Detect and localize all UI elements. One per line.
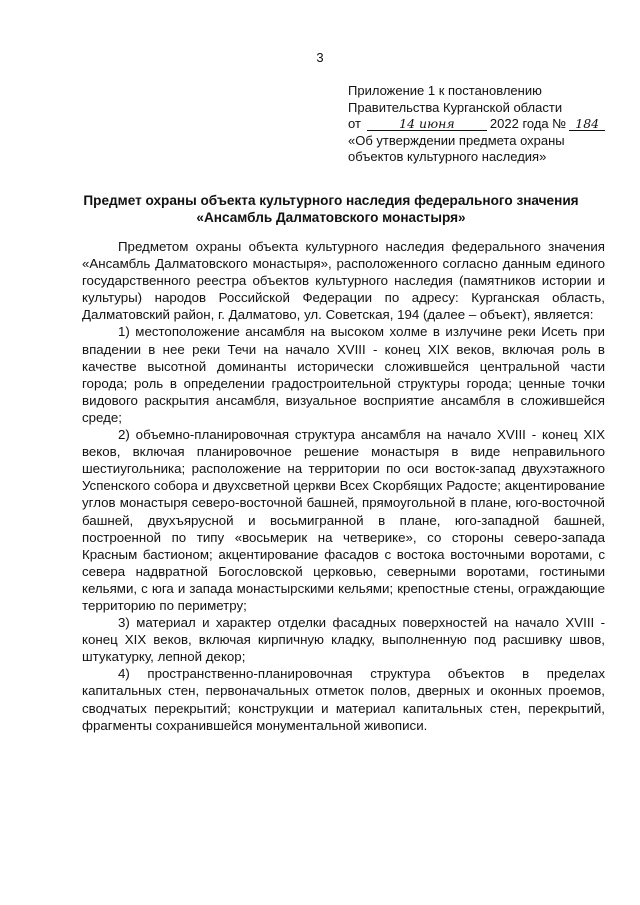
handwritten-date: 14 июня	[367, 117, 487, 131]
handwritten-number: 184	[569, 117, 605, 131]
appendix-year-text: 2022 года №	[489, 116, 567, 131]
appendix-line-2: Правительства Курганской области	[348, 99, 563, 115]
document-body	[82, 238, 605, 734]
appendix-line-1: Приложение 1 к постановлению	[348, 83, 542, 98]
paragraph-intro: Предметом охраны объекта культурного наследия федерального значения «Ансамбль Далматовского монастыря», расположенного согласно данным единого государственного реестра объектов культурного наследия (памятников истории и культуры) народов Российской Федерации по адресу: Курганская область, Далматовский район, г. Далматово, ул. Советская, 194 (далее – объект), является:	[82, 239, 605, 323]
paragraph-item-4: 4) пространственно-планировочная структура объектов в пределах капитальных стен, первоначальных отметок полов, дверных и оконных проемов, сводчатых перекрытий; конструкции и материал капитальных стен, перекрытий, фрагменты сохранившейся монументальной живописи.	[82, 666, 605, 733]
page-number: 3	[316, 50, 324, 65]
appendix-block	[348, 83, 628, 166]
paragraph-item-1: 1) местоположение ансамбля на высоком холме в излучине реки Исеть при впадении в нее реки Течи на начало XVIII - конец XIX веков, включая роль в качестве высотной доминанты исторически сложившейся центральной части города; роль в определении градостроительной структуры города; ценные точки видового раскрытия ансамбля, визуальное восприятие ансамбля в сложившейся среде;	[82, 324, 605, 425]
title-line-2: «Ансамбль Далматовского монастыря»	[196, 210, 466, 225]
title-line-1: Предмет охраны объекта культурного наследия федерального значения	[83, 193, 579, 208]
appendix-date-line	[348, 116, 628, 133]
appendix-line-5: объектов культурного наследия»	[348, 149, 547, 164]
document-title	[60, 192, 602, 226]
appendix-line-4: «Об утверждении предмета охраны	[348, 132, 565, 148]
appendix-from-label: от	[348, 116, 361, 131]
paragraph-item-3: 3) материал и характер отделки фасадных поверхностей на начало XVIII - конец XIX веков, включая кирпичную кладку, выполненную под расшивку швов, штукатурку, лепной декор;	[82, 615, 605, 665]
paragraph-item-2: 2) объемно-планировочная структура ансамбля на начало XVIII - конец XIX веков, включая планировочное решение монастыря в виде неправильного шестиугольника; расположение на территории по оси восток-запад двухэтажного Успенского собора и двухсветной церкви Всех Скорбящих Радосте; акцентирование углов монастыря северо-восточной башней, прямоугольной в плане, юго-восточной башней, двухъярусной и восьмигранной в плане, юго-западной башней, построенной по типу «восьмерик на четверике», со стороны северо-запада Красным бастионом; акцентирование фасадов с востока восточными воротами, с севера надвратной Богословской церковью, северными воротами, гостиными кельями, с юга и запада монастырскими кельями; крепостные стены, ограждающие территорию по периметру;	[82, 427, 605, 613]
